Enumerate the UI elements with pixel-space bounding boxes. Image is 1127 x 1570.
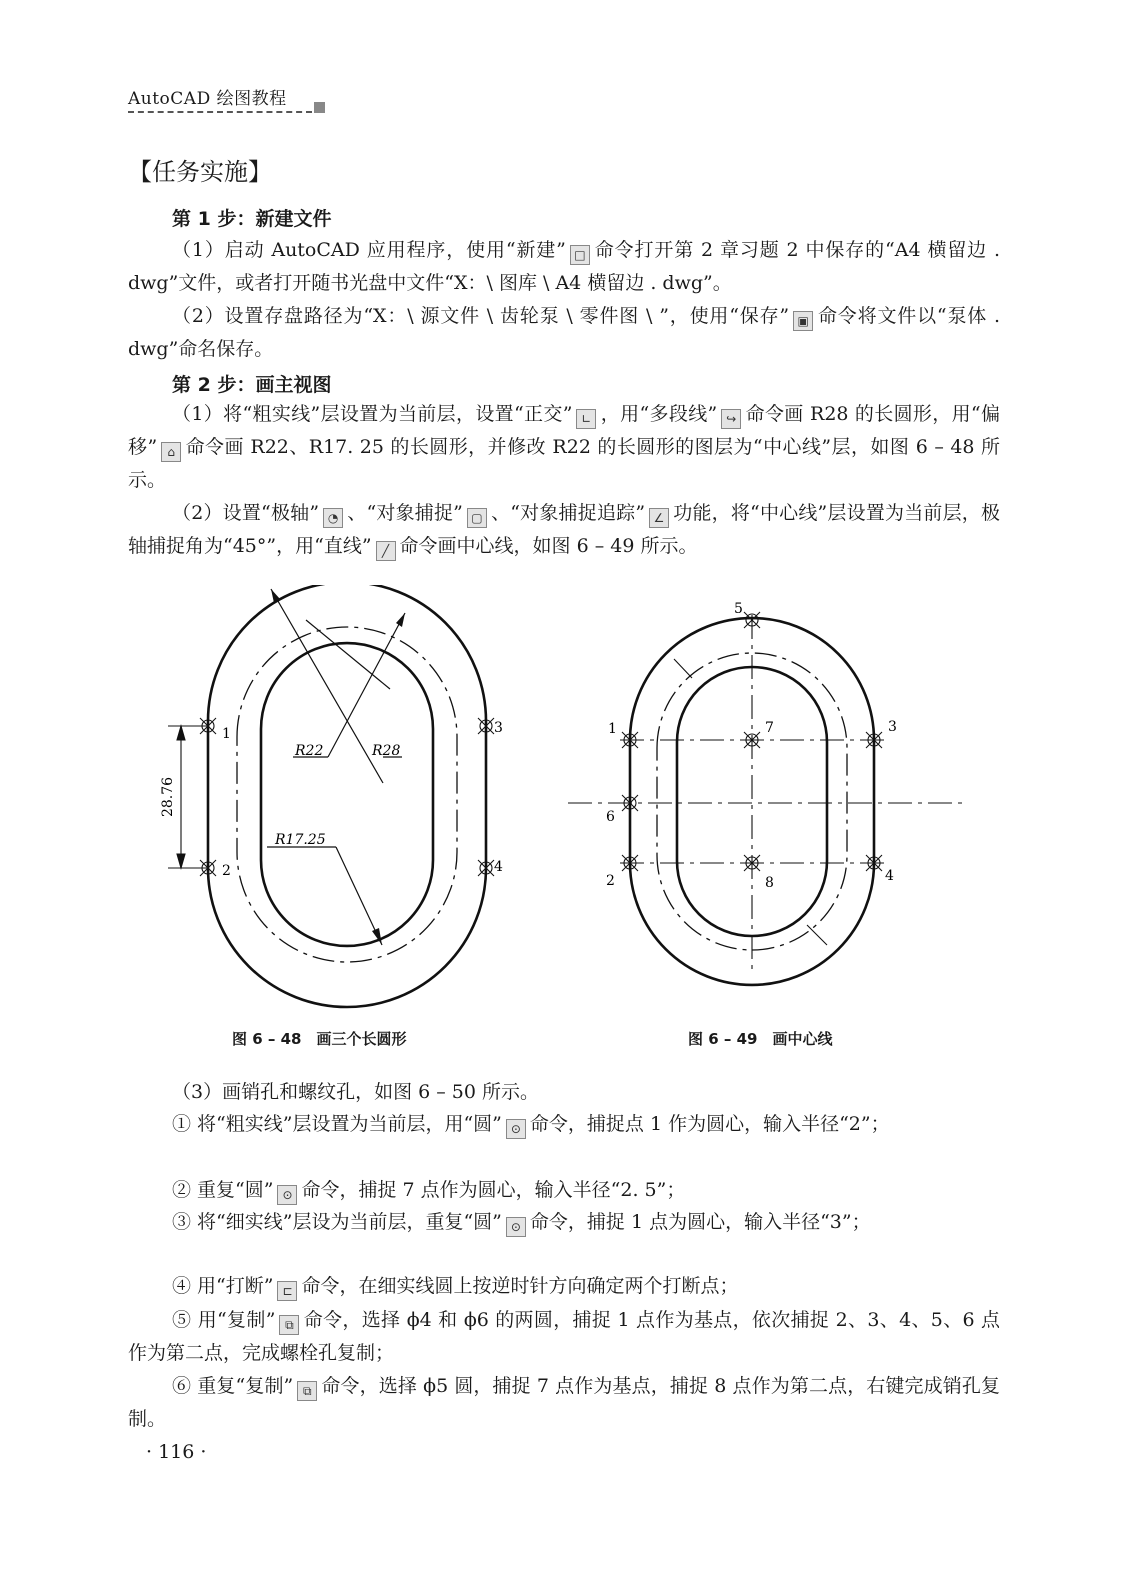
polyline-icon: ↪: [721, 409, 741, 429]
circle-icon: ⊙: [506, 1217, 526, 1237]
inner-slot-r1725: [261, 643, 433, 946]
header-rule: [128, 111, 312, 113]
break-icon: ⊏: [277, 1281, 297, 1301]
center-slot-r22: [237, 627, 457, 962]
point-label: 3: [888, 719, 897, 735]
point-label: 1: [222, 726, 231, 742]
label-r1725: R17.25: [275, 832, 326, 848]
osnap-icon: ▢: [467, 508, 487, 528]
line-icon: ╱: [376, 541, 396, 561]
point-label: 8: [765, 875, 774, 891]
running-header: AutoCAD 绘图教程: [128, 89, 287, 109]
figure-6-49: [560, 595, 980, 1015]
step3-item1: ① 将“粗实线”层设置为当前层，用“圆” ⊙ 命令，捕捉点 1 作为圆心，输入半径“2”；: [128, 1108, 1000, 1141]
step1-para1: （1）启动 AutoCAD 应用程序，使用“新建” □ 命令打开第 2 章习题 2 中保存的“A4 横留边 . dwg”文件，或者打开随书光盘中文件“X：\ 图库 \ A4 横留边 . dwg”。: [128, 239, 1001, 294]
copy-icon: ⧉: [279, 1315, 299, 1335]
figure-6-48: [150, 585, 510, 1015]
figure-6-48-caption: 图 6 – 48 画三个长圆形: [232, 1030, 407, 1048]
leader-lines: [267, 589, 405, 945]
point-label: 3: [494, 720, 503, 736]
point-label: 6: [606, 809, 615, 825]
step3-item3: ③ 将“细实线”层设为当前层，重复“圆” ⊙ 命令，捕捉 1 点为圆心，输入半径“3”；: [128, 1206, 1000, 1239]
save-icon: ▣: [793, 311, 813, 331]
step2-para2: （2）设置“极轴” ◔ 、“对象捕捉” ▢ 、“对象捕捉追踪” ∠ 功能，将“中心线”层设置为当前层，极轴捕捉角为“45°”，用“直线” ╱ 命令画中心线，如图 6 – 49 所示。: [128, 497, 1000, 563]
snap-markers: [200, 718, 494, 876]
point-label: 7: [765, 720, 774, 736]
otrack-icon: ∠: [649, 508, 669, 528]
offset-icon: ⌂: [161, 442, 181, 462]
point-label: 1: [608, 721, 617, 737]
ortho-icon: ∟: [576, 409, 596, 429]
step3-item4: ④ 用“打断” ⊏ 命令，在细实线圆上按逆时针方向确定两个打断点；: [128, 1270, 1000, 1303]
step1-para2: （2）设置存盘路径为“X：\ 源文件 \ 齿轮泵 \ 零件图 \ ”，使用“保存” ▣ 命令将文件以“泵体 . dwg”命名保存。: [128, 305, 1000, 360]
point-label: 5: [734, 601, 743, 617]
point-label: 4: [885, 868, 894, 884]
section-title: 【任务实施】: [128, 158, 272, 186]
copy-icon: ⧉: [297, 1381, 317, 1401]
step3-item2: ② 重复“圆” ⊙ 命令，捕捉 7 点作为圆心，输入半径“2. 5”；: [128, 1174, 1000, 1207]
point-label: 4: [494, 859, 503, 875]
header-marker: [314, 102, 325, 113]
label-r22: R22: [295, 743, 324, 759]
point-label: 2: [606, 873, 615, 889]
label-r28: R28: [372, 743, 401, 759]
point-label: 2: [222, 863, 231, 879]
step3-item6: ⑥ 重复“复制” ⧉ 命令，选择 ϕ5 圆，捕捉 7 点作为基点，捕捉 8 点作为第二点，右键完成销孔复制。: [128, 1375, 1000, 1430]
figure-6-49-caption: 图 6 – 49 画中心线: [688, 1030, 833, 1048]
circle-icon: ⊙: [506, 1119, 526, 1139]
polar-icon: ◔: [323, 508, 343, 528]
step2-title: 第 2 步：画主视图: [172, 374, 332, 396]
page-number: · 116 ·: [146, 1441, 207, 1463]
step3-item5: ⑤ 用“复制” ⧉ 命令，选择 ϕ4 和 ϕ6 的两圆，捕捉 1 点作为基点，依次捕捉 2、3、4、5、6 点作为第二点，完成螺栓孔复制；: [128, 1309, 1000, 1364]
step2-para1: （1）将“粗实线”层设置为当前层，设置“正交” ∟ ，用“多段线” ↪ 命令画 R28 的长圆形，用“偏移” ⌂ 命令画 R22、R17. 25 的长圆形，并修改 R22 的长圆形的图层为“中心线”层，如图 6 – 48 所示。: [128, 403, 1000, 491]
circle-icon: ⊙: [277, 1185, 297, 1205]
outer-slot-r28: [208, 585, 486, 1007]
step1-title: 第 1 步：新建文件: [172, 208, 332, 230]
new-file-icon: □: [570, 245, 590, 265]
step3-intro: （3）画销孔和螺纹孔，如图 6 – 50 所示。: [172, 1081, 540, 1103]
dimension-text: 28.76: [160, 776, 176, 818]
